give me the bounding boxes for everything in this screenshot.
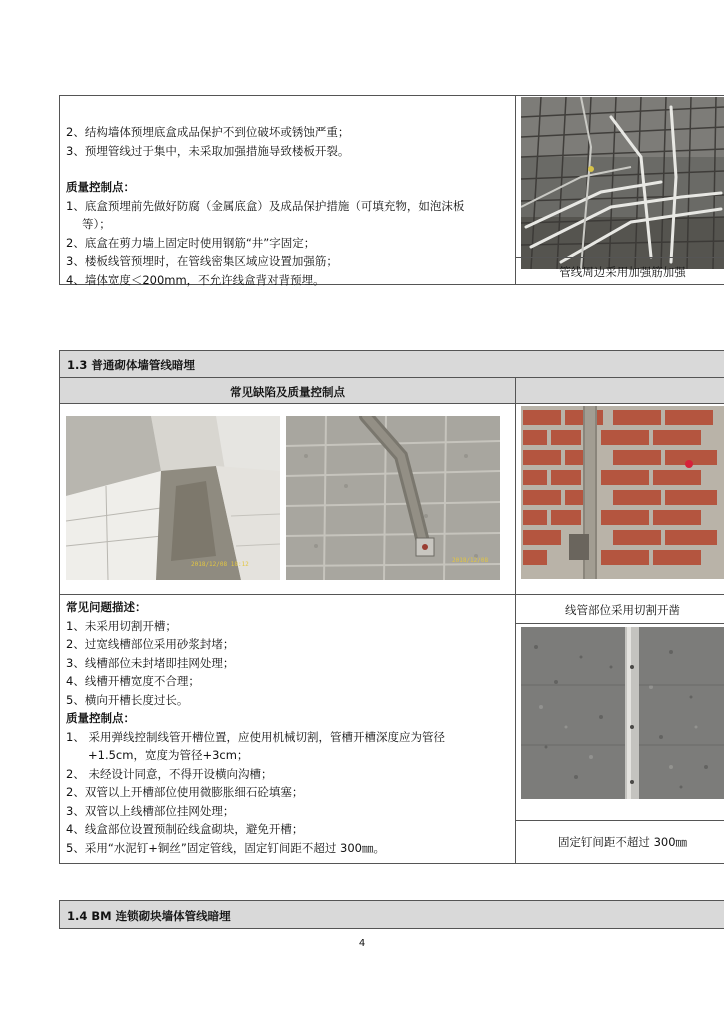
- chase-slot-photo-left: [66, 416, 280, 580]
- defect-line: 3、预埋管线过于集中，未采取加强措施导致楼板开裂。: [66, 143, 350, 158]
- brick-wall-photo: [521, 406, 724, 579]
- qc-line: 3、楼板线管预埋时，在管线密集区域应设置加强筋；: [66, 254, 338, 268]
- problem-line: 1、未采用切割开槽；: [66, 618, 177, 633]
- defect-line: 2、结构墙体预埋底盒成品保护不到位破坏或锈蚀严重；: [66, 125, 350, 139]
- photo-caption: 管线周边采用加强筋加强: [559, 265, 686, 279]
- section1-text: [66, 123, 464, 289]
- qc-line: +1.5cm，宽度为管径+3cm；: [88, 748, 249, 762]
- problem-line: 5、横向开槽长度过长。: [66, 692, 189, 707]
- qc-line: 1、底盒预埋前先做好防腐（金属底盒）及成品保护措施（可填充物，如泡沫板: [66, 198, 465, 213]
- qc-heading: 质量控制点：: [66, 711, 135, 725]
- page-number: 4: [358, 938, 366, 949]
- section-title: 1.3 普通砌体墙管线暗埋: [67, 358, 195, 372]
- photo-caption: 线管部位采用切割开凿: [565, 603, 680, 617]
- subheader-bar-right: [515, 377, 724, 404]
- subheader-title: 常见缺陷及质量控制点: [230, 385, 345, 399]
- qc-line: 5、采用“水泥钉+铜丝”固定管线，固定钉间距不超过 300㎜。: [66, 840, 385, 855]
- problem-line: 3、线槽部位未封堵即挂网处理；: [66, 655, 235, 670]
- qc-line: 3、双管以上线槽部位挂网处理；: [66, 803, 235, 818]
- section2-text: [66, 598, 445, 857]
- photo-timestamp: 2018/12/08: [452, 557, 489, 564]
- subheader-bar: [59, 377, 516, 404]
- qc-line: 2、底盒在剪力墙上固定时使用钢筋“井”字固定；: [66, 235, 316, 250]
- problem-line: 4、线槽开槽宽度不合理；: [66, 674, 200, 688]
- problem-heading: 常见问题描述：: [66, 600, 147, 614]
- rebar-mesh-photo: [521, 97, 724, 269]
- section-title-bar: [59, 900, 724, 929]
- photo-timestamp: 2018/12/08 18:12: [191, 561, 249, 568]
- qc-line: 等）；: [82, 217, 111, 231]
- qc-line: 4、线盒部位设置预制砼线盒砌块，避免开槽；: [66, 822, 304, 836]
- photo-caption: 固定钉间距不超过 300㎜: [557, 835, 688, 849]
- qc-line: 1、 采用弹线控制线管开槽位置，应使用机械切割，管槽开槽深度应为管径: [66, 729, 445, 744]
- qc-heading: 质量控制点：: [66, 180, 135, 194]
- chase-slot-photo-right: [286, 416, 500, 580]
- qc-line: 2、双管以上开槽部位使用微膨胀细石砼填塞；: [66, 785, 304, 799]
- qc-line: 2、 未经设计同意，不得开设横向沟槽；: [66, 766, 273, 781]
- section-title: 1.4 BM 连锁砌块墙体管线暗埋: [67, 909, 231, 923]
- problem-line: 2、过宽线槽部位采用砂浆封堵；: [66, 637, 235, 651]
- section-title-bar: [59, 350, 724, 378]
- conduit-fixing-photo: [521, 627, 724, 799]
- qc-line: 4、墙体宽度＜200mm，不允许线盒背对背预埋。: [66, 272, 325, 287]
